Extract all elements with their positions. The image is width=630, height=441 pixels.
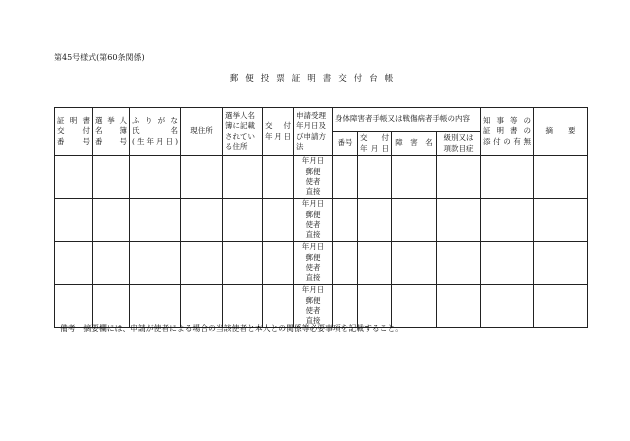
header-grade-item: 級別又は 項款目症 [437, 132, 481, 156]
request-method-cell: 年月日 郵便 使者 直接 [294, 156, 333, 199]
table-row [55, 199, 588, 242]
page-title: 郵便投票証明書交付台帳 [229, 74, 401, 84]
header-handbook-group: 身体障害者手帳又は戦傷病者手帳の内容 [333, 108, 481, 132]
header-handbook-issue-date: 交 付 年月日 [358, 132, 392, 156]
header-issue-date: 交 付 年月日 [263, 108, 294, 156]
request-method-cell: 年月日 郵便 使者 直接 [294, 285, 333, 328]
header-address: 現住所 [181, 108, 223, 156]
header-disability-name: 障 害 名 [392, 132, 437, 156]
request-method-cell: 年月日 郵便 使者 直接 [294, 242, 333, 285]
header-governor-cert: 知事等の 証明書の 添付の有無 [481, 108, 534, 156]
table-row [55, 156, 588, 199]
footnote: 備考 摘要欄には、申請が使者による場合の当該使者と本人との関係等必要事項を記載すること。 [60, 324, 404, 333]
header-name: ふりがな 氏 名 (生年月日) [130, 108, 181, 156]
header-registered-address: 選挙人名 簿に記載 されてい る住所 [223, 108, 263, 156]
header-voter-number: 選挙人 名 簿 番 号 [93, 108, 130, 156]
header-request-info: 申請受理 年月日及 び申請方 法 [294, 108, 333, 156]
table-row [55, 285, 588, 328]
header-handbook-number: 番号 [333, 132, 358, 156]
header-cert-number: 証明書 交 付 番 号 [55, 108, 93, 156]
table-row [55, 242, 588, 285]
form-number: 第45号様式(第60条関係) [54, 53, 145, 62]
header-remarks: 摘 要 [534, 108, 588, 156]
request-method-cell: 年月日 郵便 使者 直接 [294, 199, 333, 242]
ledger-table [54, 107, 588, 328]
